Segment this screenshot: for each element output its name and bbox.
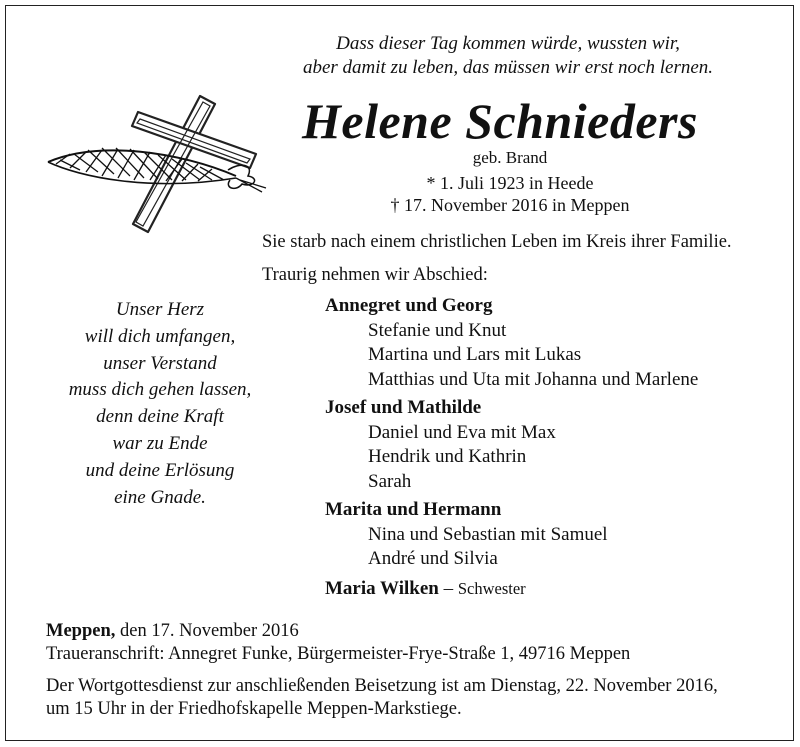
family-group: [325, 498, 698, 572]
mourning-address: Traueranschrift: Annegret Funke, Bürgermeister-Frye-Straße 1, 49716 Meppen: [46, 643, 631, 664]
family-member: Sarah: [368, 470, 412, 492]
family-member: Stefanie und Knut: [368, 319, 507, 341]
quote-line-1: Dass dieser Tag kommen würde, wussten wir,: [336, 33, 680, 54]
poem-line: muss dich gehen lassen,: [68, 379, 252, 401]
date-line: [46, 620, 718, 643]
family-member: Matthias und Uta mit Johanna und Marlene: [368, 368, 699, 390]
service-line-1: Der Wortgottesdienst zur anschließenden Beisetzung ist am Dienstag, 22. November 2016,: [46, 676, 718, 696]
family-group: [325, 396, 698, 494]
poem-line: und deine Erlösung: [85, 459, 235, 481]
maiden-name: geb. Brand: [472, 148, 548, 167]
footer-place: Meppen,: [46, 621, 116, 641]
farewell-text: Traurig nehmen wir Abschied:: [262, 265, 488, 285]
quote-block: [0, 32, 800, 80]
poem-line: will dich umfangen,: [84, 325, 236, 347]
family-head: Josef und Mathilde: [325, 397, 482, 418]
family-list: [325, 294, 698, 601]
birth-line: * 1. Juli 1923 in Heede: [426, 173, 594, 193]
poem-line: denn deine Kraft: [96, 406, 224, 428]
poem-line: unser Verstand: [103, 352, 217, 374]
poem-line: war zu Ende: [112, 432, 208, 454]
family-member: Hendrik und Kathrin: [368, 446, 527, 467]
sister-name: Maria Wilken: [325, 577, 439, 599]
family-member: Daniel und Eva mit Max: [368, 421, 556, 443]
statement-text: Sie starb nach einem christlichen Leben im Kreis ihrer Familie.: [262, 232, 732, 252]
footer: [46, 620, 718, 720]
family-head: Annegret und Georg: [325, 295, 493, 316]
quote-line-2: aber damit zu leben, das müssen wir erst noch lernen.: [302, 57, 714, 78]
poem-line: eine Gnade.: [114, 486, 206, 508]
poem-line: Unser Herz: [115, 299, 205, 320]
family-member: André und Silvia: [368, 548, 498, 569]
life-dates: [300, 147, 720, 216]
family-head: Marita und Hermann: [325, 499, 502, 520]
cross-palm-icon: [40, 92, 270, 242]
sister-separator: –: [438, 577, 458, 599]
footer-date: den 17. November 2016: [115, 621, 299, 641]
deceased-name: Helene Schnieders: [302, 93, 698, 149]
sister-line: [325, 577, 698, 602]
family-member: Nina und Sebastian mit Samuel: [368, 523, 608, 545]
poem: [44, 297, 276, 511]
family-member: Martina und Lars mit Lukas: [368, 344, 582, 365]
death-line: † 17. November 2016 in Meppen: [390, 195, 630, 215]
service-line-2: um 15 Uhr in der Friedhofskapelle Meppen-Markstiege.: [46, 698, 462, 719]
family-group: [325, 294, 698, 392]
sister-role: Schwester: [457, 578, 526, 598]
